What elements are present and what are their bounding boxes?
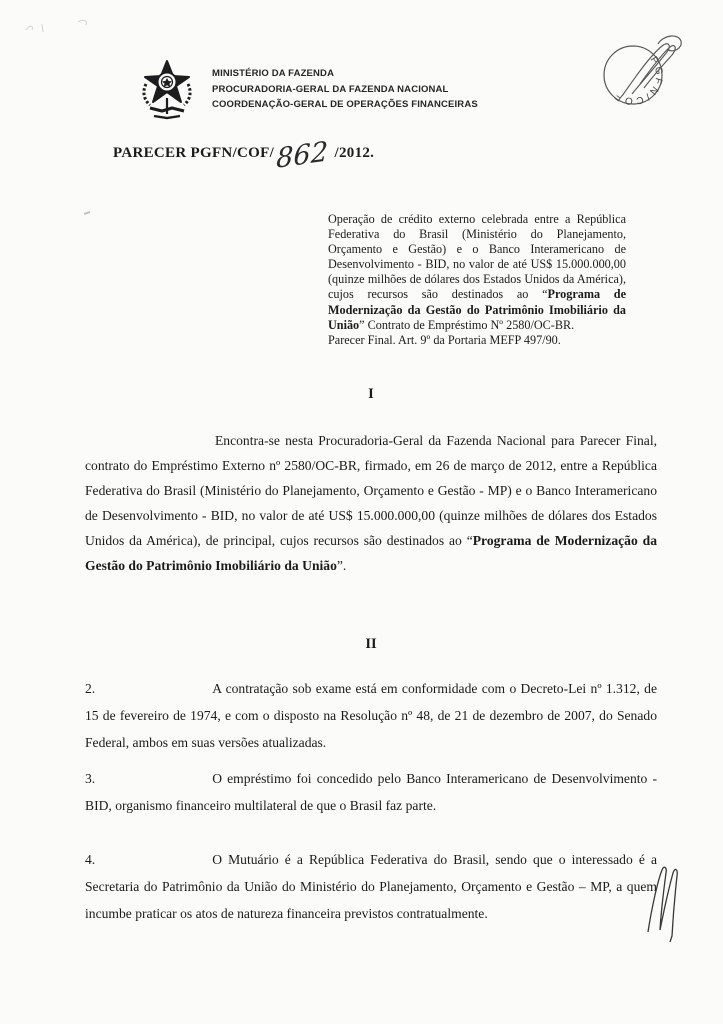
paragraph-1-text-end: ”. xyxy=(336,557,347,573)
stamp-text: PGFN/COF xyxy=(611,54,665,107)
ementa-paragraph xyxy=(328,212,626,333)
ementa-text-end: ” Contrato de Empréstimo Nº 2580/OC-BR. xyxy=(359,317,575,332)
paragraph-2 xyxy=(85,675,657,756)
ementa-final-line: Parecer Final. Art. 9º da Portaria MEFP 497/90. xyxy=(328,332,561,347)
org-line-2: COORDENAÇÃO-GERAL DE OPERAÇÕES FINANCEIRAS xyxy=(212,99,478,110)
section-heading-1: I xyxy=(368,386,374,402)
brazil-coat-of-arms-icon xyxy=(138,58,196,124)
paragraph-2-text: A contratação sob exame está em conformidade com o Decreto-Lei nº 1.312, de 15 de fevereiro de 1974, e com o disposto na Resolução nº 48, de 21 de dezembro de 2007, do Senado Federal, ambos em suas versões atualizadas. xyxy=(85,681,657,750)
ementa-block xyxy=(328,212,626,348)
header-org-block xyxy=(212,66,478,113)
ementa-program-name: Programa de Modernização da Gestão do Patrimônio Imobiliário da União xyxy=(328,287,626,332)
pencil-mark-artifact xyxy=(22,16,102,42)
paragraph-4-number: 4. xyxy=(85,852,96,867)
org-line-1: PROCURADORIA-GERAL DA FAZENDA NACIONAL xyxy=(212,83,449,95)
handwritten-rubric-icon xyxy=(640,864,684,944)
paragraph-2-number: 2. xyxy=(85,681,96,696)
paragraph-3-text: O empréstimo foi concedido pelo Banco Interamericano de Desenvolvimento - BID, organismo financeiro multilateral de que o Brasil faz parte. xyxy=(85,771,657,813)
pgfn-cof-stamp xyxy=(590,28,698,120)
paragraph-3 xyxy=(85,765,657,819)
parecer-title xyxy=(113,136,375,175)
paragraph-1-program-name: Programa de Modernização da Gestão do Patrimônio Imobiliário da União xyxy=(85,532,657,573)
paragraph-3-number: 3. xyxy=(85,771,96,786)
paragraph-4-text: O Mutuário é a República Federativa do Brasil, sendo que o interessado é a Secretaria do Patrimônio da União do Ministério do Planejamento, Orçamento e Gestão – MP, a quem incumbe praticar os atos de natureza financeira previstos contratualmente. xyxy=(85,852,657,921)
stray-ink-mark xyxy=(84,211,90,215)
paragraph-1 xyxy=(85,429,657,578)
ementa-text-start: Operação de crédito externo celebrada entre a República Federativa do Brasil (Ministério do Planejamento, Orçamento e Gestão) e o Banco Interamericano de Desenvolvimento - BID, no valor de até US$ 15.000.000,00 (quinze milhões de dólares dos Estados Unidos da América), cujos recursos são destinados ao “ xyxy=(328,212,626,302)
handwritten-parecer-number: 862 xyxy=(275,136,329,175)
paragraph-1-text-start: Encontra-se nesta Procuradoria-Geral da Fazenda Nacional para Parecer Final, contrato do Empréstimo Externo nº 2580/OC-BR, firmado, em 26 de março de 2012, entre a República Federativa do Brasil (Ministério do Planejamento, Orçamento e Gestão - MP) e o Banco Interamericano de Desenvolvimento - BID, no valor de até US$ 15.000.000,00 (quinze milhões de dólares dos Estados Unidos da América), de principal, cujos recursos são destinados ao “ xyxy=(85,433,657,548)
parecer-title-prefix: PARECER PGFN/COF/ xyxy=(113,145,275,161)
paragraph-4 xyxy=(85,846,657,927)
parecer-title-suffix: /2012. xyxy=(334,145,375,161)
section-heading-2: II xyxy=(365,636,377,652)
ministry-name: MINISTÉRIO DA FAZENDA xyxy=(212,68,335,79)
